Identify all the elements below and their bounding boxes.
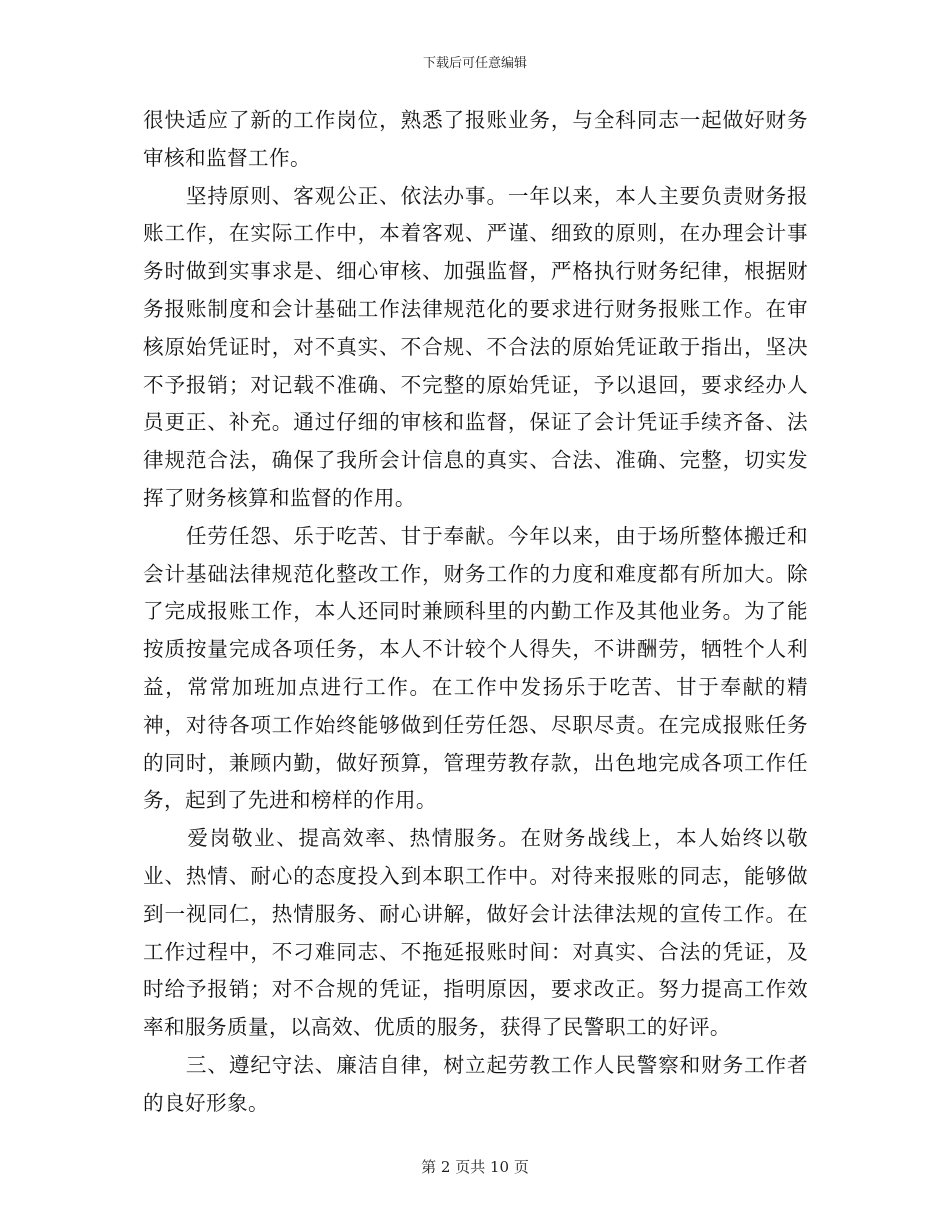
paragraph: 坚持原则、客观公正、依法办事。一年以来，本人主要负责财务报账工作，在实际工作中，本着客观、严谨、细致的原则，在办理会计事务时做到实事求是、细心审核、加强监督，严格执行财务纪律，根据财务报账制度和会计基础工作法律规范化的要求进行财务报账工作。在审核原始凭证时，对不真实、不合规、不合法的原始凭证敢于指出，坚决不予报销；对记载不准确、不完整的原始凭证，予以退回，要求经办人员更正、补充。通过仔细的审核和监督，保证了会计凭证手续齐备、法律规范合法，确保了我所会计信息的真实、合法、准确、完整，切实发挥了财务核算和监督的作用。 bbox=[143, 183, 808, 510]
page-header-note: 下载后可任意编辑 bbox=[422, 56, 527, 71]
paragraph: 很快适应了新的工作岗位，熟悉了报账业务，与全科同志一起做好财务审核和监督工作。 bbox=[143, 108, 808, 170]
paragraph: 任劳任怨、乐于吃苦、甘于奉献。今年以来，由于场所整体搬迁和会计基础法律规范化整改工作，财务工作的力度和难度都有所加大。除了完成报账工作，本人还同时兼顾科里的内勤工作及其他业务。为了能按质按量完成各项任务，本人不计较个人得失，不讲酬劳，牺牲个人利益，常常加班加点进行工作。在工作中发扬乐于吃苦、甘于奉献的精神，对待各项工作始终能够做到任劳任怨、尽职尽责。在完成报账任务的同时，兼顾内勤，做好预算，管理劳教存款，出色地完成各项工作任务，起到了先进和榜样的作用。 bbox=[143, 523, 808, 813]
paragraph: 爱岗敬业、提高效率、热情服务。在财务战线上，本人始终以敬业、热情、耐心的态度投入到本职工作中。对待来报账的同志，能够做到一视同仁，热情服务、耐心讲解，做好会计法律法规的宣传工作。在工作过程中，不刁难同志、不拖延报账时间：对真实、合法的凭证，及时给予报销；对不合规的凭证，指明原因，要求改正。努力提高工作效率和服务质量，以高效、优质的服务，获得了民警职工的好评。 bbox=[143, 826, 808, 1040]
document-body bbox=[143, 102, 808, 1123]
paragraph: 三、遵纪守法、廉洁自律，树立起劳教工作人民警察和财务工作者的良好形象。 bbox=[143, 1052, 808, 1115]
page-number: 第 2 页共 10 页 bbox=[421, 1158, 529, 1176]
